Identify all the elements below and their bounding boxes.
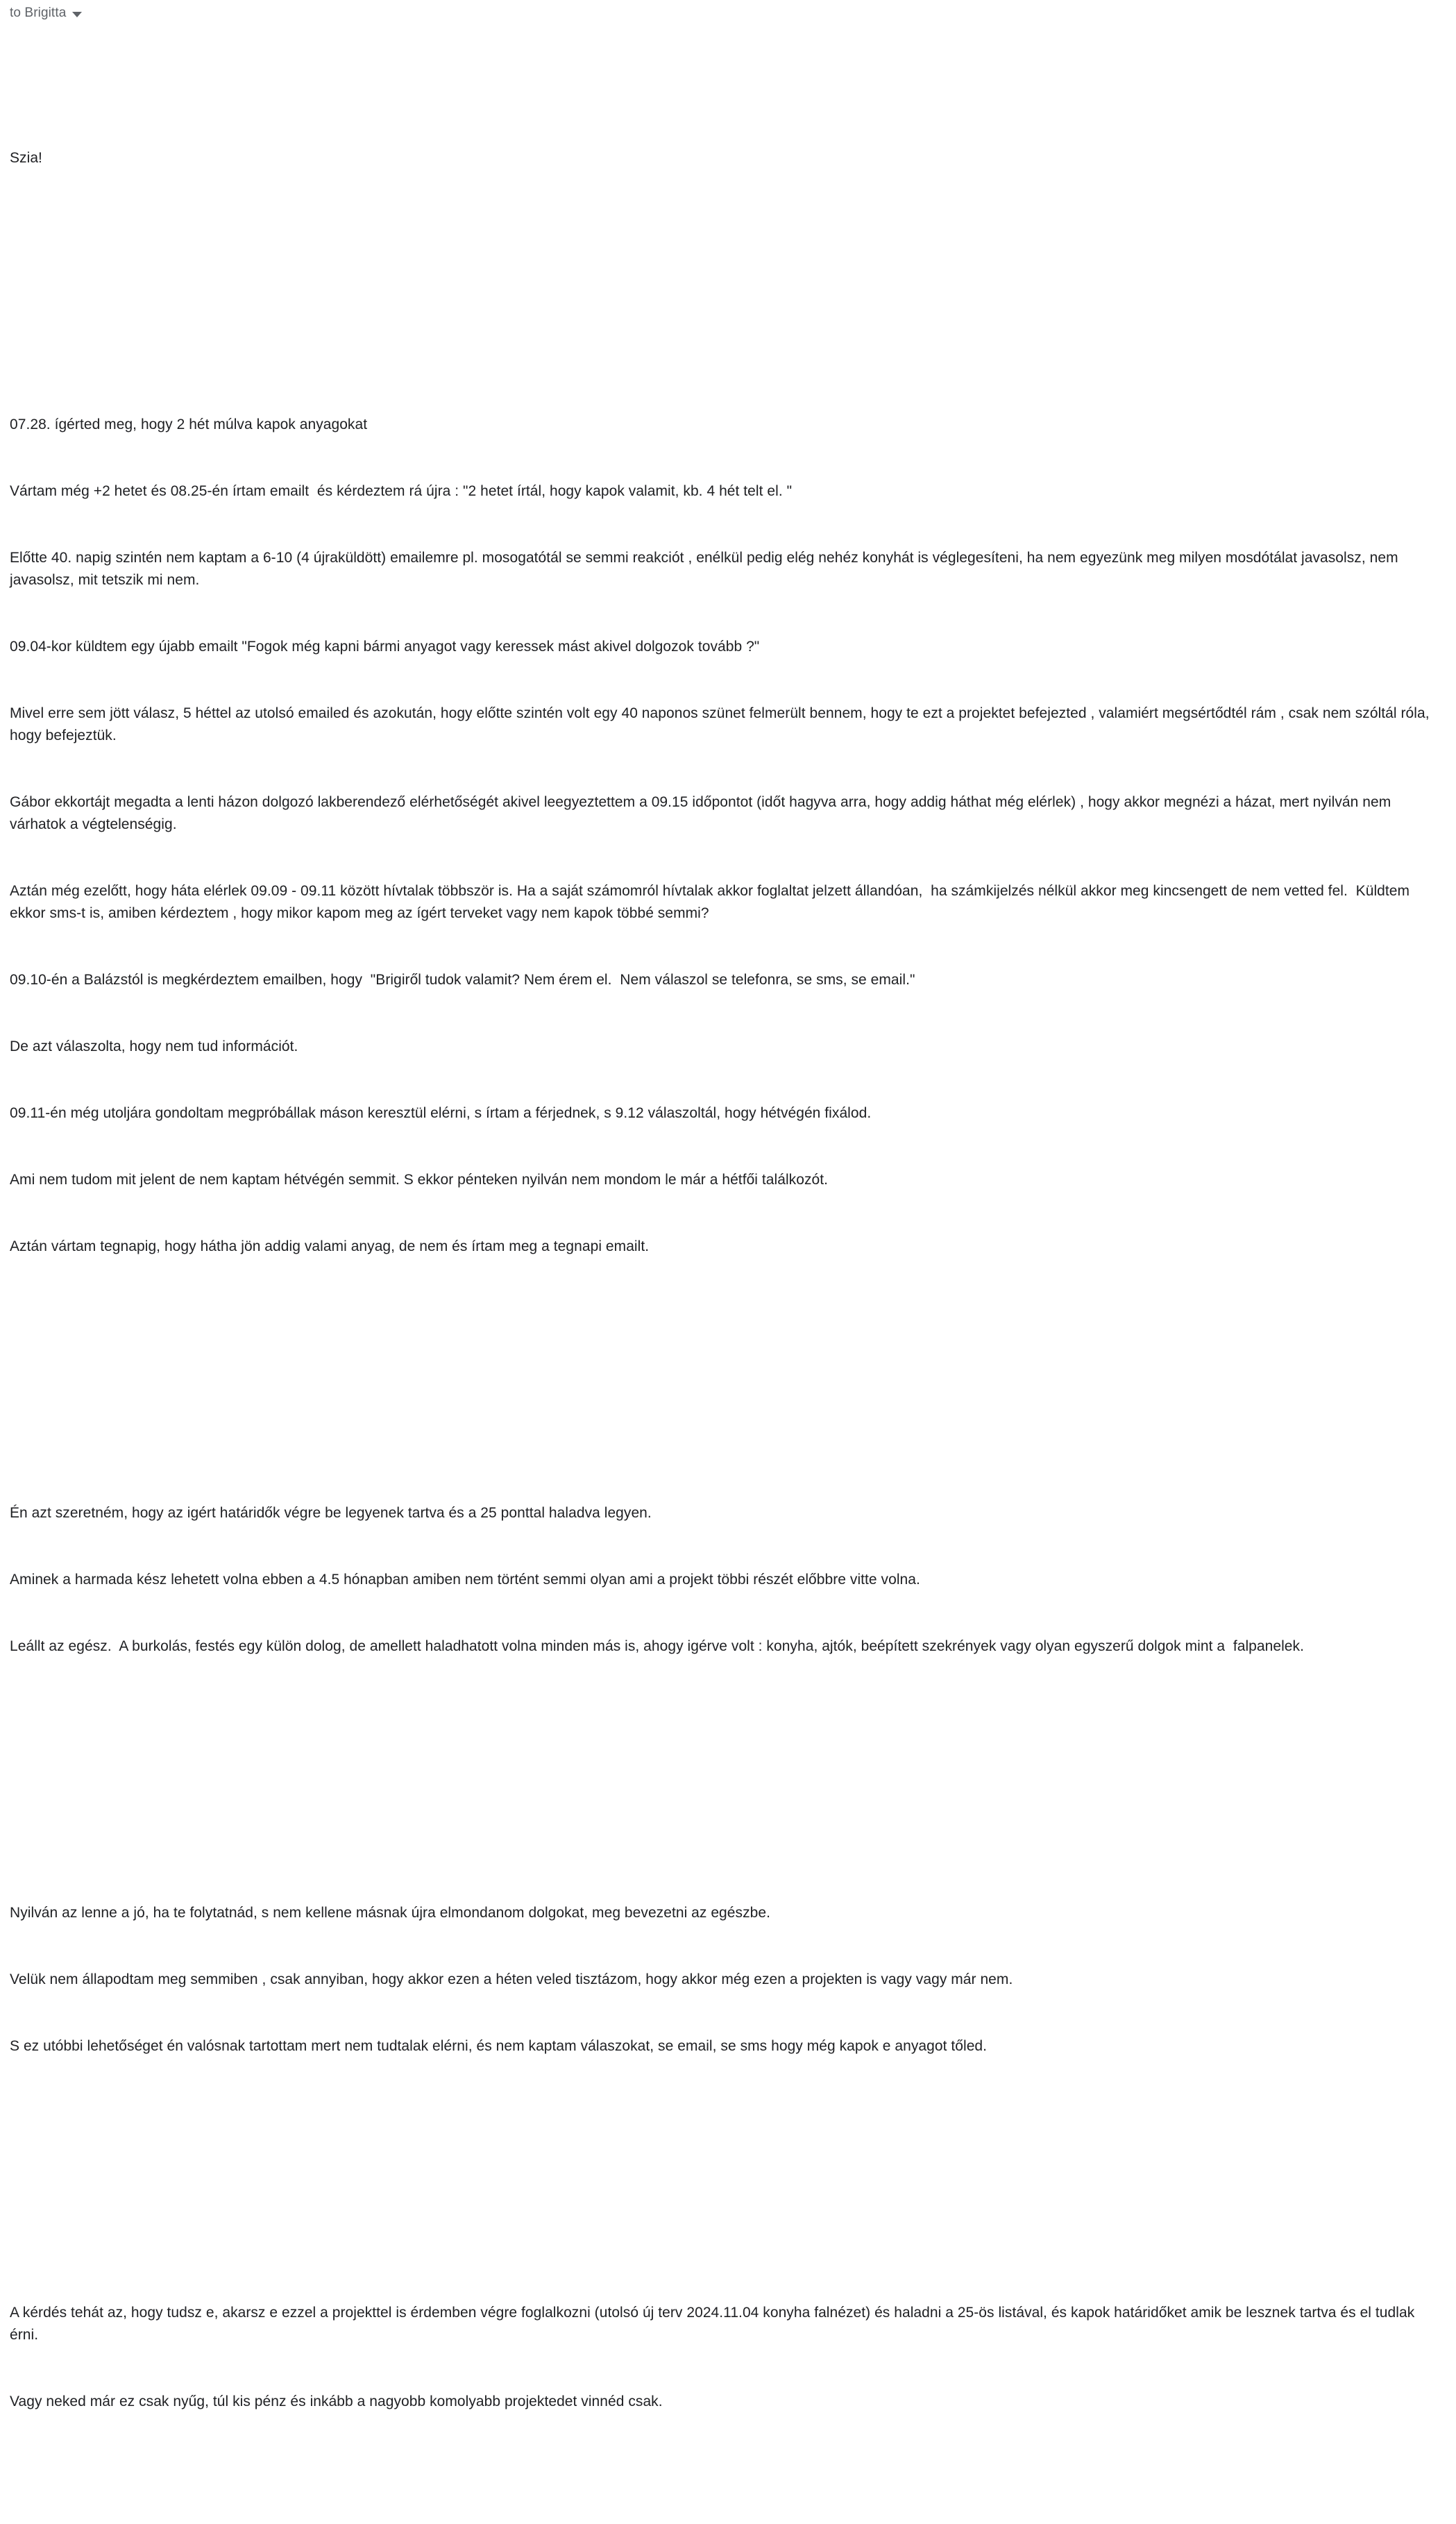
paragraph-gap [10,2169,1446,2191]
body-line: 07.28. ígérted meg, hogy 2 hét múlva kapok anyagokat [10,417,368,432]
recipient-row[interactable] [10,0,1446,25]
paragraph-gap [10,280,1446,303]
body-line: Ami nem tudom mit jelent de nem kaptam hétvégén semmit. S ekkor pénteken nyilván nem mondom le már a hétfői találkozót. [10,1172,829,1188]
paragraph-block-4 [10,2257,1446,2457]
paragraph-block-1 [10,369,1446,1302]
body-line: Aztán még ezelőtt, hogy háta elérlek 09.09 - 09.11 között hívtalak többször is. Ha a saját számomról hívtalak akkor foglaltat jelzett állandóan, ha számkijelzés nélkül akkor meg kincsengett de nem vetted fel. Küldtem ekkor sms-t is, amiben kérdeztem , hogy mikor kapom meg az ígért terveket vagy nem kapok többé semmi? [10,883,1414,921]
body-line: Mivel erre sem jött válasz, 5 héttel az utolsó emailed és azokután, hogy előtte szintén volt egy 40 naponos szünet felmerült bennem, hogy te ezt a projektet befejezted , valamiért megsértődtél rám , csak nem szóltál róla, hogy befejeztük. [10,705,1434,743]
body-line: Velük nem állapodtam meg semmiben , csak annyiban, hogy akkor ezen a héten veled tisztázom, hogy akkor még ezen a projekten is vagy vagy már nem. [10,1971,1013,1987]
greeting-line: Szia! [10,150,42,166]
greeting-paragraph [10,103,1446,214]
body-line: 09.10-én a Balázstól is megkérdeztem emailben, hogy "Brigiről tudok valamit? Nem érem el. Nem válaszol se telefonra, se sms, se email." [10,972,915,988]
body-line: Aminek a harmada kész lehetett volna ebben a 4.5 hónapban amiben nem történt semmi olyan ami a projekt többi részét előbbre vitte volna. [10,1572,920,1588]
paragraph-block-2 [10,1458,1446,1702]
body-line: 09.11-én még utoljára gondoltam megpróbállak máson keresztül elérni, s írtam a férjednek, s 9.12 válaszoltál, hogy hétvégén fixálod. [10,1105,872,1121]
body-line: Vártam még +2 hetet és 08.25-én írtam emailt és kérdeztem rá újra : "2 hetet írtál, hogy kapok valamit, kb. 4 hét telt el. " [10,483,793,499]
body-line: S ez utóbbi lehetőséget én valósnak tartottam mert nem tudtalak elérni, és nem kaptam válaszokat, se email, se sms hogy még kapok e anyagot tőled. [10,2038,988,2054]
body-line: 09.04-kor küldtem egy újabb emailt "Fogok még kapni bármi anyagot vagy keressek mást akivel dolgozok tovább ?" [10,639,760,655]
recipient-label: to Brigitta [10,6,67,20]
body-line: Leállt az egész. A burkolás, festés egy külön dolog, de amellett haladhatott volna minden más is, ahogy igérve volt : konyha, ajtók, beépített szekrények vagy olyan egyszerű dolgok mint a falpanelek. [10,1638,1304,1654]
body-line: De azt válaszolta, hogy nem tud információt. [10,1038,298,1054]
body-line: Gábor ekkortájt megadta a lenti házon dolgozó lakberendező elérhetőségét akivel leegyeztettem a 09.15 időpontot (időt hagyva arra, hogy addig háthat még elérlek) , hogy akkor megnézi a házat, mert nyilván nem várhatok a végtelenségig. [10,794,1396,832]
body-line: Vagy neked már ez csak nyűg, túl kis pénz és inkább a nagyobb komolyabb projektedet vinnéd csak. [10,2393,663,2409]
paragraph-gap [10,1769,1446,1791]
paragraph-block-3 [10,1858,1446,2102]
paragraph-gap [10,1369,1446,1391]
body-line: Nyilván az lenne a jó, ha te folytatnád, s nem kellene másnak újra elmondanom dolgokat, meg bevezetni az egészbe. [10,1905,770,1921]
body-line: Előtte 40. napig szintén nem kaptam a 6-10 (4 újraküldött) emailemre pl. mosogatótál se semmi reakciót , enélkül pedig elég nehéz konyhát is véglegesíteni, ha nem egyezünk meg milyen mosdótálat javasolsz, nem javasolsz, mit tetszik mi nem. [10,550,1403,588]
message-text [10,36,1446,2524]
body-line: Aztán vártam tegnapig, hogy hátha jön addig valami anyag, de nem és írtam meg a tegnapi emailt. [10,1238,650,1254]
body-line: Én azt szeretném, hogy az igért határidők végre be legyenek tartva és a 25 ponttal haladva legyen. [10,1505,652,1521]
body-line: A kérdés tehát az, hogy tudsz e, akarsz e ezzel a projekttel is érdemben végre foglalkozni (utolsó új terv 2024.11.04 konyha falnézet) és haladni a 25-ös listával, és kapok határidőket amik be lesznek tartva és el tudlak érni. [10,2305,1419,2343]
chevron-down-icon[interactable] [72,12,82,17]
